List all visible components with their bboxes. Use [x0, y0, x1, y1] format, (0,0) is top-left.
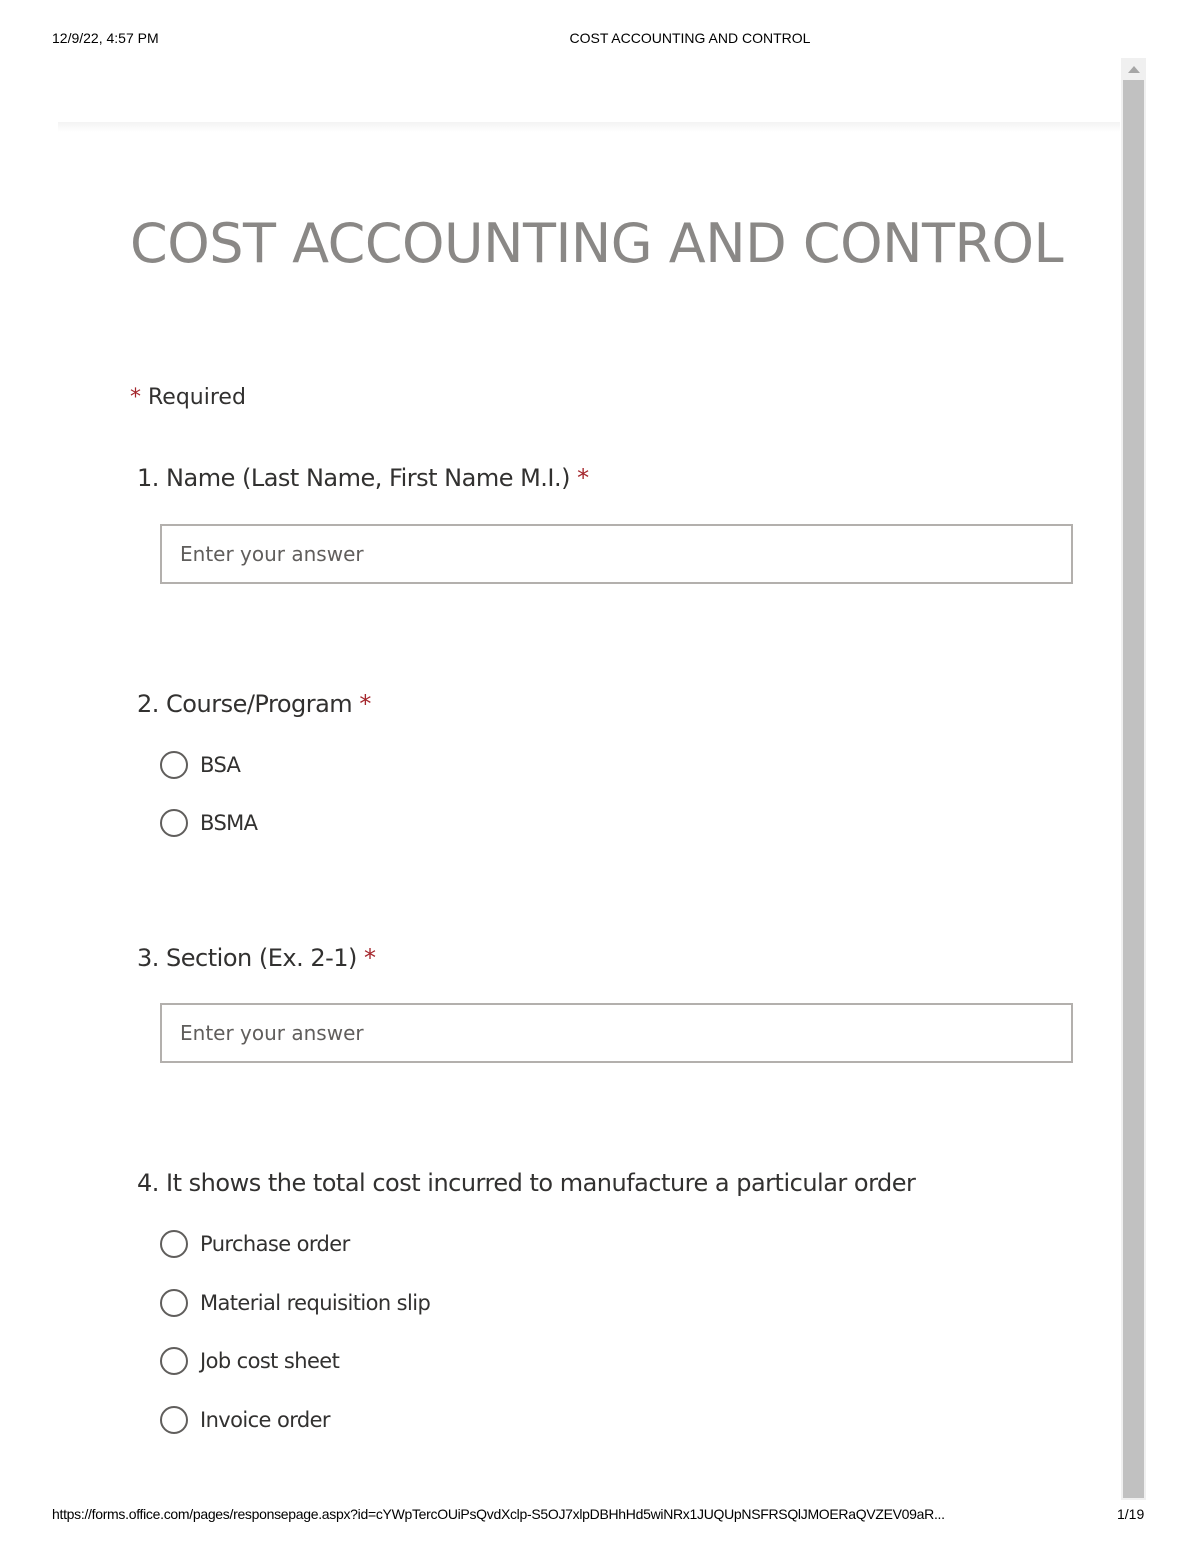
question-text: Course/Program	[166, 690, 353, 718]
option-label[interactable]: BSMA	[200, 811, 258, 835]
radio-option-bsma[interactable]	[160, 808, 257, 838]
radio-circle-icon[interactable]	[160, 1406, 188, 1434]
print-header	[0, 30, 1200, 50]
question-text: Name (Last Name, First Name M.I.)	[166, 464, 571, 492]
question-1-title	[137, 464, 589, 492]
question-4-title	[137, 1169, 915, 1197]
name-answer-input[interactable]	[160, 524, 1073, 584]
required-star: *	[577, 464, 589, 492]
question-3-title	[137, 944, 376, 972]
required-label: Required	[148, 385, 246, 410]
question-number: 4.	[137, 1169, 159, 1197]
print-url: https://forms.office.com/pages/responsepage.aspx?id=cYWpTercOUiPsQvdXclp-S5OJ7xlpDBHhHd5wiNRx1JUQUpNSFRSQlJMOERaQVZEV09aR...	[52, 1506, 945, 1522]
option-label[interactable]: Purchase order	[200, 1232, 350, 1256]
question-number: 2.	[137, 690, 159, 718]
option-label[interactable]: Material requisition slip	[200, 1291, 431, 1315]
scrollbar-thumb[interactable]	[1123, 80, 1144, 1498]
required-note	[130, 385, 246, 410]
question-number: 1.	[137, 464, 159, 492]
print-doc-title: COST ACCOUNTING AND CONTROL	[569, 30, 811, 46]
option-label[interactable]: Invoice order	[200, 1408, 330, 1432]
scroll-up-arrow-icon[interactable]	[1121, 58, 1146, 80]
radio-option-job-cost-sheet[interactable]	[160, 1346, 339, 1376]
radio-circle-icon[interactable]	[160, 751, 188, 779]
required-star: *	[130, 385, 141, 410]
radio-option-bsa[interactable]	[160, 750, 240, 780]
option-label[interactable]: BSA	[200, 753, 241, 777]
radio-circle-icon[interactable]	[160, 1289, 188, 1317]
radio-option-purchase-order[interactable]	[160, 1229, 350, 1259]
required-star: *	[364, 944, 376, 972]
radio-circle-icon[interactable]	[160, 1347, 188, 1375]
question-text: Section (Ex. 2-1)	[166, 944, 357, 972]
section-answer-input[interactable]	[160, 1003, 1073, 1063]
radio-option-material-requisition-slip[interactable]	[160, 1288, 430, 1318]
question-number: 3.	[137, 944, 159, 972]
vertical-scrollbar[interactable]	[1121, 58, 1146, 1500]
required-star: *	[359, 690, 371, 718]
radio-circle-icon[interactable]	[160, 1230, 188, 1258]
form-card-top-edge	[58, 122, 1120, 132]
option-label[interactable]: Job cost sheet	[200, 1349, 340, 1373]
form-title: COST ACCOUNTING AND CONTROL	[130, 212, 1064, 275]
radio-circle-icon[interactable]	[160, 809, 188, 837]
print-page-number: 1/19	[1117, 1506, 1145, 1522]
question-2-title	[137, 690, 371, 718]
radio-option-invoice-order[interactable]	[160, 1405, 330, 1435]
print-footer	[0, 1506, 1200, 1526]
question-text: It shows the total cost incurred to manufacture a particular order	[166, 1169, 916, 1197]
print-date-time: 12/9/22, 4:57 PM	[52, 30, 159, 46]
